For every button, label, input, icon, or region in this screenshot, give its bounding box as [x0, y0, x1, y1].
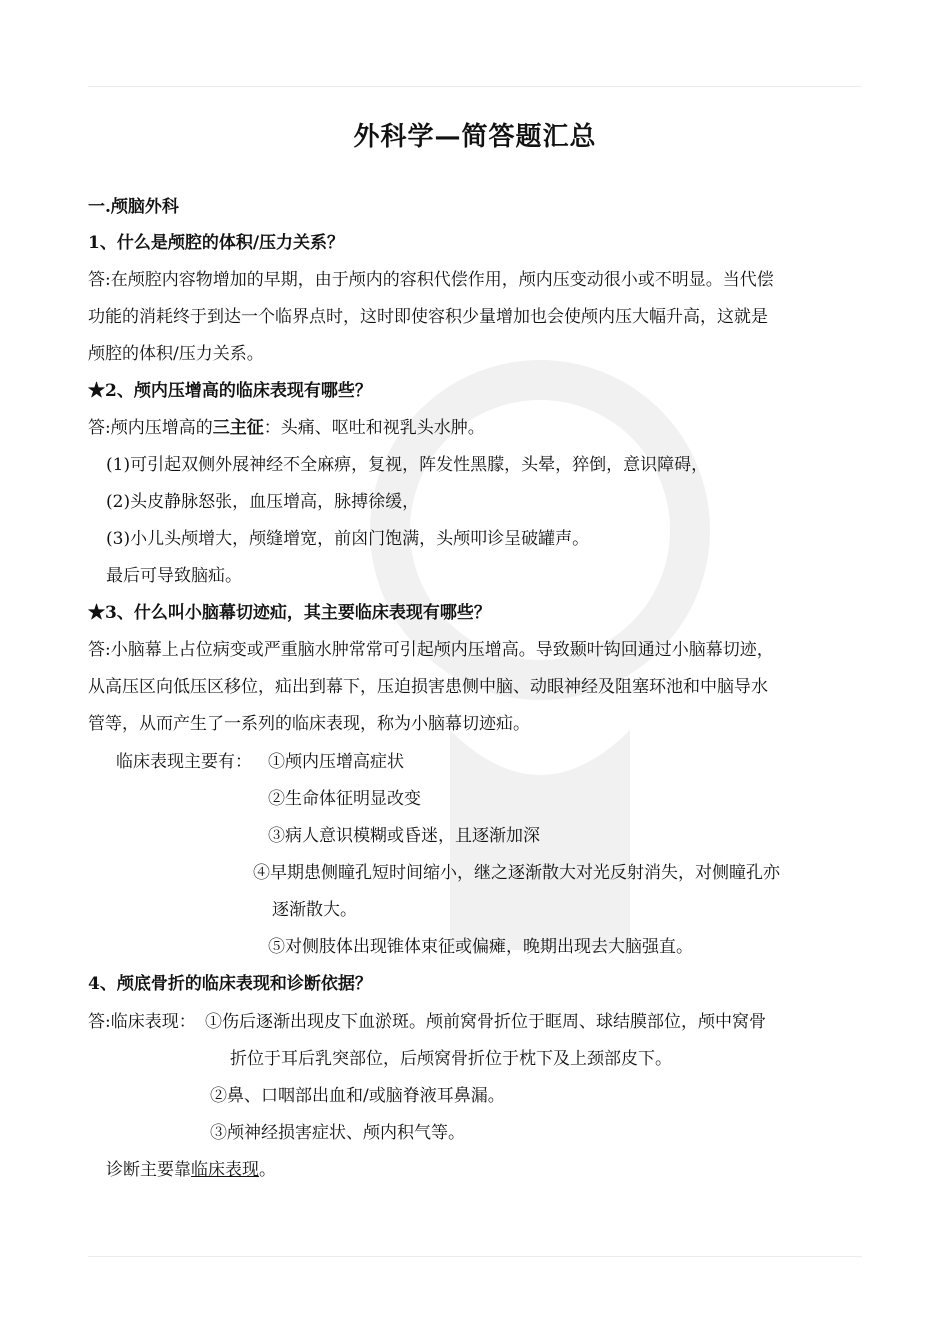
answer-2-item: (2)头皮静脉怒张，血压增高，脉搏徐缓，	[106, 492, 420, 512]
diagnosis-suffix: 。	[259, 1160, 276, 1180]
answer-1-line: 答:在颅腔内容物增加的早期，由于颅内的容积代偿作用，颅内压变动很小或不明显。当代偿	[88, 270, 774, 290]
question-2: ★2、颅内压增高的临床表现有哪些？	[88, 381, 372, 401]
answer-3-list-item: ①颅内压增高症状	[268, 752, 404, 772]
answer-4-item: ③颅神经损害症状、颅内积气等。	[210, 1123, 465, 1143]
answer-3-line: 答:小脑幕上占位病变或严重脑水肿常常可引起颅内压增高。导致颞叶钩回通过小脑幕切迹，	[88, 640, 774, 660]
answer-3-line: 管等，从而产生了一系列的临床表现，称为小脑幕切迹疝。	[88, 714, 530, 734]
answer-4-diagnosis	[106, 1158, 276, 1182]
section-heading: 一.颅脑外科	[88, 197, 179, 217]
answer-1-line: 颅腔的体积/压力关系。	[88, 344, 264, 364]
answer-2-item: (1)可引起双侧外展神经不全麻痹，复视，阵发性黑朦，头晕，猝倒，意识障碍，	[106, 455, 709, 475]
answer-2-prefix: 答:颅内压增高的	[88, 418, 213, 438]
answer-4-item: ②鼻、口咽部出血和/或脑脊液耳鼻漏。	[210, 1086, 505, 1106]
answer-3-list-item: ③病人意识模糊或昏迷，且逐渐加深	[268, 826, 540, 846]
answer-3-list-item-continued: 逐渐散大。	[272, 900, 357, 920]
answer-3-list-item: ④早期患侧瞳孔短时间缩小，继之逐渐散大对光反射消失，对侧瞳孔亦	[253, 863, 780, 883]
answer-2-conclusion: 最后可导致脑疝。	[106, 566, 242, 586]
answer-3-line: 从高压区向低压区移位，疝出到幕下，压迫损害患侧中脑、动眼神经及阻塞环池和中脑导水	[88, 677, 768, 697]
answer-3-list-item: ⑤对侧肢体出现锥体束征或偏瘫，晚期出现去大脑强直。	[268, 937, 693, 957]
answer-1-line: 功能的消耗终于到达一个临界点时，这时即使容积少量增加也会使颅内压大幅升高，这就是	[88, 307, 768, 327]
answer-3-list-item: ②生命体征明显改变	[268, 789, 421, 809]
answer-2-key-term: 三主征	[212, 418, 264, 438]
question-1: 1、什么是颅腔的体积/压力关系？	[88, 233, 345, 253]
answer-4-item: ①伤后逐渐出现皮下血淤斑。颅前窝骨折位于眶周、球结膜部位，颅中窝骨	[205, 1012, 766, 1032]
page-title: 外科学—简答题汇总	[353, 122, 597, 152]
answer-3-list-intro: 临床表现主要有：	[116, 752, 252, 772]
answer-4-item-continued: 折位于耳后乳突部位，后颅窝骨折位于枕下及上颈部皮下。	[230, 1049, 672, 1069]
answer-4-intro: 答:临床表现：	[88, 1012, 196, 1032]
diagnosis-key-term: 临床表现	[191, 1160, 259, 1180]
answer-2-item: (3)小儿头颅增大，颅缝增宽，前囟门饱满，头颅叩诊呈破罐声。	[106, 529, 590, 549]
answer-2-suffix: ：头痛、呕吐和视乳头水肿。	[263, 418, 485, 438]
header-rule	[88, 86, 862, 87]
question-4: 4、颅底骨折的临床表现和诊断依据？	[88, 974, 372, 994]
diagnosis-prefix: 诊断主要靠	[106, 1160, 191, 1180]
footer-rule	[88, 1256, 862, 1257]
question-3: ★3、什么叫小脑幕切迹疝，其主要临床表现有哪些？	[88, 603, 491, 623]
answer-2-summary	[88, 416, 485, 440]
